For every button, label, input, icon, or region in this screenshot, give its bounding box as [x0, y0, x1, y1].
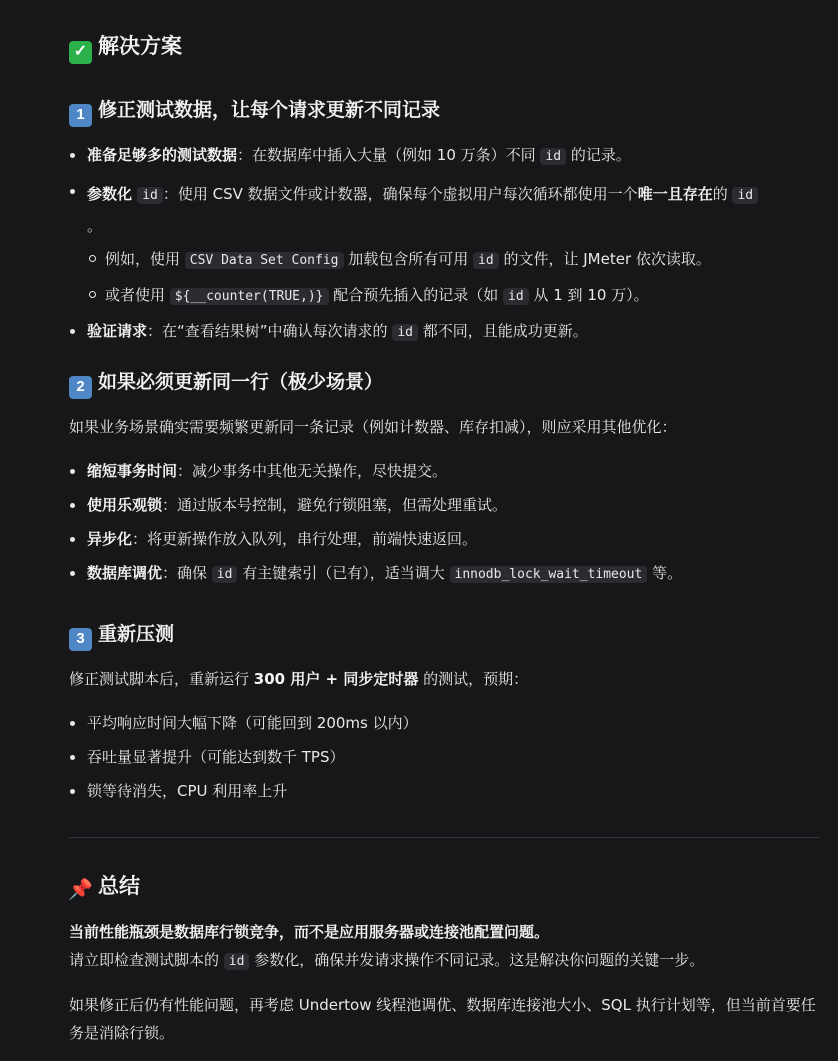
section-2-list: [69, 459, 820, 587]
section-3-list: [69, 711, 820, 803]
inline-code: id: [137, 187, 163, 204]
keycap-one-icon: 1: [69, 104, 92, 127]
inline-code: CSV Data Set Config: [185, 252, 344, 269]
inline-code: id: [503, 288, 529, 305]
inline-code: id: [392, 324, 418, 341]
inline-code: id: [224, 953, 250, 970]
section-3-intro: 修正测试脚本后，重新运行 300 用户 + 同步定时器 的测试，预期：: [69, 670, 529, 688]
divider: [69, 837, 820, 838]
inline-code: id: [540, 148, 566, 165]
keycap-two-icon: 2: [69, 376, 92, 399]
list-item: 验证请求：在“查看结果树”中确认每次请求的 id 都不同，且能成功更新。: [87, 319, 820, 345]
list-item: 使用乐观锁：通过版本号控制，避免行锁阻塞，但需处理重试。: [87, 493, 820, 517]
list-item: 吞吐量显著提升（可能达到数千 TPS）: [87, 745, 820, 769]
summary-bold-line: 当前性能瓶颈是数据库行锁竞争，而不是应用服务器或连接池配置问题。: [69, 923, 550, 941]
section-2-intro: 如果业务场景确实需要频繁更新同一条记录（例如计数器、库存扣减），则应采用其他优化：: [69, 418, 677, 436]
keycap-three-icon: 3: [69, 628, 92, 651]
section-2-heading: 2 如果必须更新同一行（极少场景）: [69, 367, 820, 399]
solution-heading: ✓ 解决方案: [69, 28, 820, 64]
list-item: 或者使用 ${__counter(TRUE,)} 配合预先插入的记录（如 id 从 1 到 10 万）。: [105, 283, 810, 309]
inline-code: ${__counter(TRUE,)}: [170, 288, 329, 305]
inline-code: id: [732, 187, 758, 204]
list-item: 参数化 id ：使用 CSV 数据文件或计数器，确保每个虚拟用户每次循环都使用一个唯一且存在的 id 。 例如，使用 CSV Data Set Config 加载包含所有可用 id 的文件，让 JMeter 依次读取。 或者使用 ${__counter(TRUE,)} 配合预先插入的记录（如 id 从 1 到 10 万）。: [87, 179, 820, 309]
inline-code: id: [473, 252, 499, 269]
section-3-heading: 3 重新压测: [69, 619, 820, 651]
section-1-sublist: [87, 247, 810, 309]
list-item: 数据库调优：确保 id 有主键索引（已有），适当调大 innodb_lock_wait_timeout 等。: [87, 561, 820, 587]
list-item: 异步化：将更新操作放入队列，串行处理，前端快速返回。: [87, 527, 820, 551]
list-item: 锁等待消失，CPU 利用率上升: [87, 779, 820, 803]
pushpin-icon: 📌: [68, 879, 93, 901]
summary-heading: 📌 总结: [68, 874, 140, 901]
summary-paragraph: 如果修正后仍有性能问题，再考虑 Undertow 线程池调优、数据库连接池大小、SQL 执行计划等，但当前首要任务是消除行锁。: [69, 996, 816, 1042]
summary-line: 请立即检查测试脚本的 id 参数化，确保并发请求操作不同记录。这是解决你问题的关键一步。: [69, 951, 705, 969]
section-1-heading: 1 修正测试数据，让每个请求更新不同记录: [69, 95, 820, 127]
list-item: 缩短事务时间：减少事务中其他无关操作，尽快提交。: [87, 459, 820, 483]
inline-code: innodb_lock_wait_timeout: [450, 566, 648, 583]
white-check-mark-icon: ✓: [69, 41, 92, 64]
section-1-list: [69, 143, 820, 345]
list-item: 准备足够多的测试数据：在数据库中插入大量（例如 10 万条）不同 id 的记录。: [87, 143, 820, 169]
inline-code: id: [212, 566, 238, 583]
list-item: 例如，使用 CSV Data Set Config 加载包含所有可用 id 的文件，让 JMeter 依次读取。: [105, 247, 810, 273]
list-item: 平均响应时间大幅下降（可能回到 200ms 以内）: [87, 711, 820, 735]
